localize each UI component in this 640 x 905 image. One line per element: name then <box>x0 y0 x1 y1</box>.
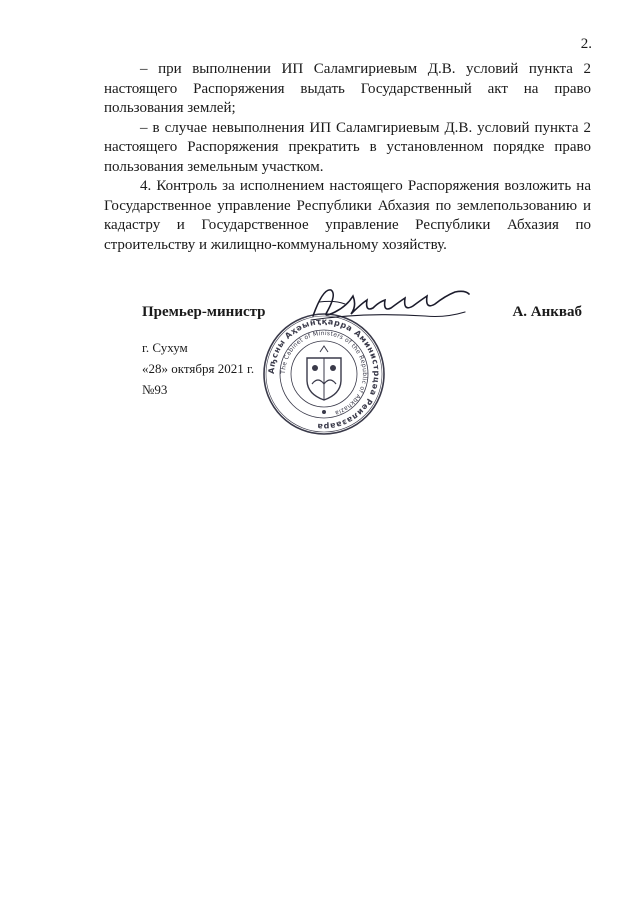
seal-outer-text: Аҧсны Аҳәынҭқарра Аминистрцәа Реилазаара <box>266 316 382 432</box>
paragraph-3: 4. Контроль за исполнением настоящего Распоряжения возложить на Государственное управление Республики Абхазия по землепользованию и кадастру и Государственное управление Республики Абхазия по строительству и жилищно-коммунальному хозяйству. <box>104 178 591 253</box>
signatory-title: Премьер-министр <box>142 304 266 320</box>
page-number: 2. <box>580 36 592 52</box>
document-number: №93 <box>142 382 168 397</box>
body-text <box>104 60 591 255</box>
document-city: г. Сухум <box>142 340 188 355</box>
signature-icon <box>305 282 475 332</box>
paragraph-2: – в случае невыполнения ИП Саламгириевым Д.В. условий пункта 2 настоящего Распоряжения прекратить в установленном порядке право пользования земельным участком. <box>104 119 591 175</box>
document-date: «28» октября 2021 г. <box>142 361 255 376</box>
seal-inner-text: The Cabinet of Ministers of the Republic of Abkhazia <box>279 329 369 417</box>
paragraph-1: – при выполнении ИП Саламгириевым Д.В. условий пункта 2 настоящего Распоряжения выдать Государственный акт на право пользования землей; <box>104 61 591 116</box>
signatory-name: А. Анкваб <box>512 304 582 320</box>
